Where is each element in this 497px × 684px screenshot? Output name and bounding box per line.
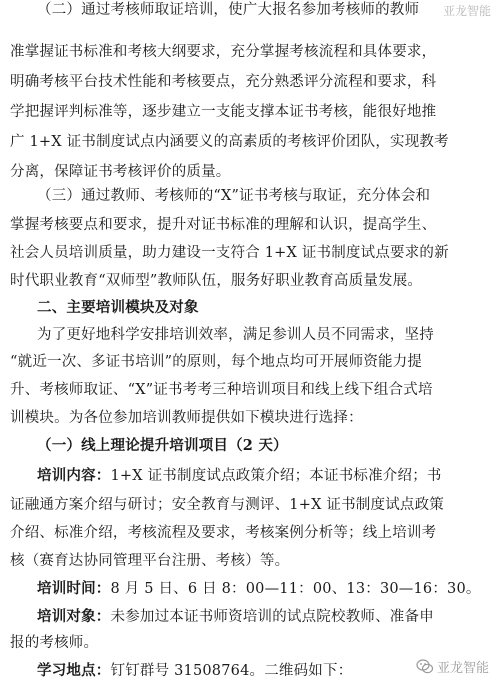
text-line: （二）通过考核师取证培训，使广大报名参加考核师的教师 bbox=[37, 2, 420, 18]
text-line: 掌握考核要点和要求，提升对证书标准的理解和认识，提高学生、 bbox=[10, 217, 437, 233]
section-heading: 二、主要培训模块及对象 bbox=[37, 299, 199, 316]
field-label: 培训对象： bbox=[37, 608, 111, 625]
text-line: “就近一次、多证书培训”的原则，每个地点均可开展师资能力提 bbox=[10, 354, 423, 370]
text-line: 升、考核师取证、“X”证书考考三种培训项目和线上线下组合式培 bbox=[10, 382, 433, 398]
text-line: 报的考核师。 bbox=[10, 635, 99, 651]
watermark-bottom bbox=[416, 657, 489, 676]
text-line: 广 1+X 证书制度试点内涵要义的高素质的考核评价团队，实现教考 bbox=[10, 134, 449, 150]
text-line: 社会人员培训质量，助力建设一支符合 1+X 证书制度试点要求的新 bbox=[10, 245, 449, 261]
text-line: 证融通方案介绍与研讨；安全教育与测评、1+X 证书制度试点政策 bbox=[10, 497, 445, 513]
text-line bbox=[37, 607, 497, 627]
field-value: 1+X 证书制度试点政策介绍；本证书标准介绍；书 bbox=[110, 468, 442, 484]
watermark-bottom-text: 亚龙智能 bbox=[436, 661, 489, 676]
text-line bbox=[37, 466, 497, 486]
text-line: 训模块。为各位参加培训教师提供如下模块进行选择： bbox=[10, 410, 363, 426]
field-label: 学习地点： bbox=[37, 662, 111, 679]
text-line: 分离，保障证书考核评价的质量。 bbox=[10, 164, 231, 180]
wechat-icon bbox=[416, 658, 434, 676]
text-line: 介绍、标准介绍，考核流程及要求，考核案例分析等；线上培训考 bbox=[10, 525, 437, 541]
field-label: 培训内容： bbox=[37, 467, 111, 484]
text-line: 学把握评判标准等，逐步建立一支能支撑本证书考核，能很好地推 bbox=[10, 104, 437, 120]
text-line: 核（赛育达协同管理平台注册、考核）等。 bbox=[10, 553, 290, 569]
text-line: 时代职业教育“双师型”教师队伍，服务好职业教育高质量发展。 bbox=[10, 273, 423, 289]
watermark-top: 亚龙智能 bbox=[442, 4, 491, 18]
text-line: 明确考核平台技术性能和考核要点，充分熟悉评分流程和要求，科 bbox=[10, 74, 437, 90]
field-value: 钉钉群号 31508764。二维码如下： bbox=[110, 663, 353, 679]
text-line bbox=[37, 579, 497, 599]
text-line: 准掌握证书标准和考核大纲要求，充分掌握考核流程和具体要求， bbox=[10, 44, 437, 60]
field-value: 未参加过本证书师资培训的试点院校教师、准备申 bbox=[110, 609, 434, 625]
text-line: 为了更好地科学安排培训效率，满足参训人员不同需求，坚持 bbox=[37, 327, 434, 343]
section-heading: （一）线上理论提升培训项目（2 天） bbox=[37, 437, 288, 454]
field-value: 8 月 5 日、6 日 8：00—11：00、13：30—16：30。 bbox=[110, 581, 481, 597]
text-line: （三）通过教师、考核师的“X”证书考核与取证，充分体会和 bbox=[37, 188, 431, 204]
field-label: 培训时间： bbox=[37, 580, 111, 597]
